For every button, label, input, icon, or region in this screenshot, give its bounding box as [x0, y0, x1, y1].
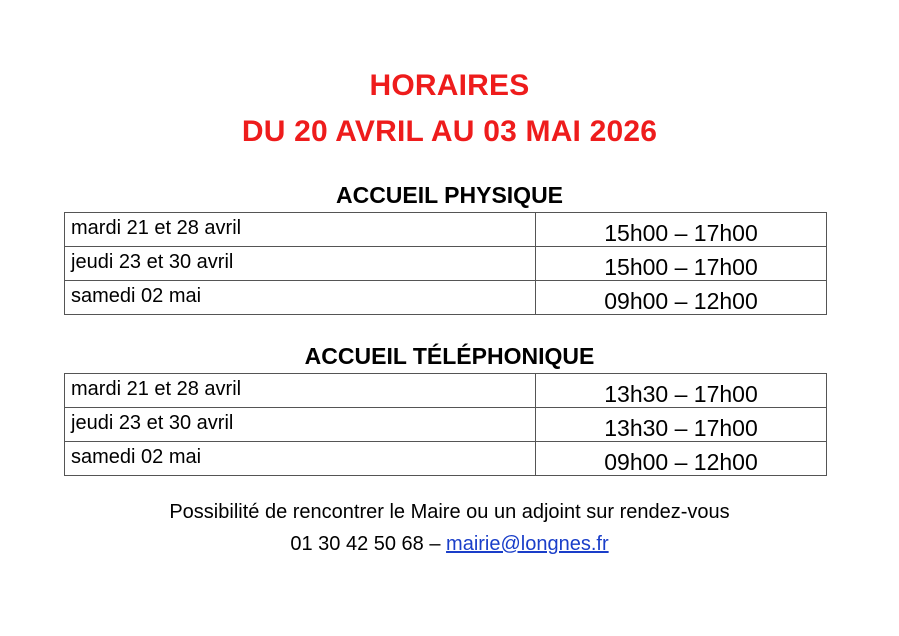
table-row: [65, 374, 827, 408]
day-cell: samedi 02 mai: [65, 281, 536, 315]
hours-cell: 15h00 – 17h00: [536, 247, 827, 281]
appointment-note: Possibilité de rencontrer le Maire ou un adjoint sur rendez-vous: [169, 501, 730, 523]
hours-cell: 15h00 – 17h00: [536, 213, 827, 247]
day-cell: mardi 21 et 28 avril: [65, 374, 536, 408]
day-cell: mardi 21 et 28 avril: [65, 213, 536, 247]
title-horaires: HORAIRES: [369, 69, 530, 102]
section-heading-physique: ACCUEIL PHYSIQUE: [335, 182, 564, 208]
hours-cell: 09h00 – 12h00: [536, 281, 827, 315]
day-cell: samedi 02 mai: [65, 442, 536, 476]
schedule-table-physique: [64, 212, 827, 315]
phone-number: 01 30 42 50 68 –: [290, 533, 447, 555]
day-cell: jeudi 23 et 30 avril: [65, 408, 536, 442]
email-link[interactable]: mairie@longnes.fr: [446, 533, 609, 555]
contact-line: [0, 532, 899, 556]
day-cell: jeudi 23 et 30 avril: [65, 247, 536, 281]
hours-cell: 13h30 – 17h00: [536, 374, 827, 408]
hours-cell: 09h00 – 12h00: [536, 442, 827, 476]
schedule-table-telephonique: [64, 373, 827, 476]
table-row: [65, 408, 827, 442]
table-row: [65, 442, 827, 476]
section-heading-telephonique: ACCUEIL TÉLÉPHONIQUE: [304, 343, 595, 369]
table-row: [65, 213, 827, 247]
title-date-range: DU 20 AVRIL AU 03 MAI 2026: [241, 115, 658, 148]
hours-cell: 13h30 – 17h00: [536, 408, 827, 442]
table-row: [65, 281, 827, 315]
table-row: [65, 247, 827, 281]
